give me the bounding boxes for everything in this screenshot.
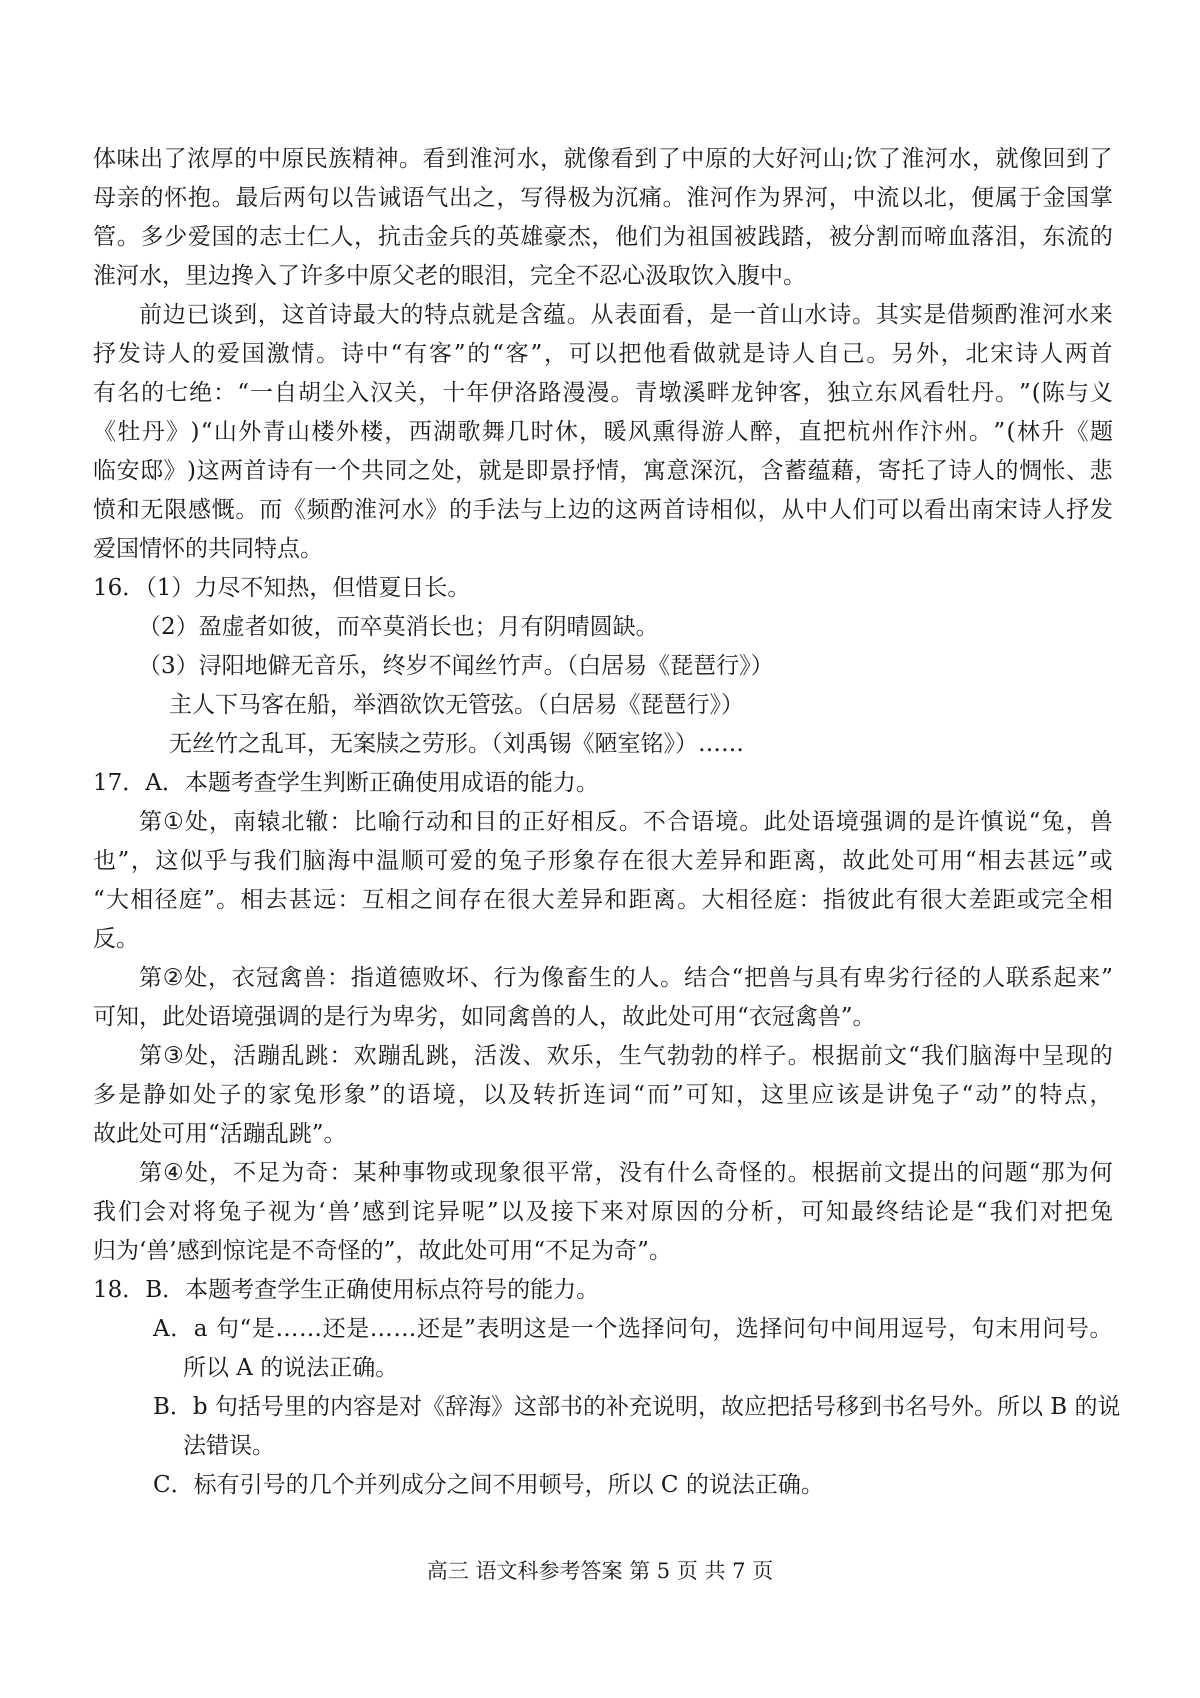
text-line: 体 味 出 了 浓 厚 的 中 原 民 族 精 神 。 看 到 淮 河 水 ， 就 像 看 到 了 中 原 的 大 好 河 山 ; 饮 了 淮 河 水 ， 就 像 回 到 了 (93, 146, 1113, 172)
text-line: 反。 (93, 926, 139, 952)
text-line: 第 ① 处 ， 南 辕 北 辙 ： 比 喻 行 动 和 目 的 正 好 相 反 。 不 合 语 境 。 此 处 语 境 强 调 的 是 许 慎 说 “ 兔 ， 兽 (139, 809, 1113, 835)
text-line: 前 边 已 谈 到 ， 这 首 诗 最 大 的 特 点 就 是 含 蕴 。 从 表 面 看 ， 是 一 首 山 水 诗 。 其 实 是 借 频 酌 淮 河 水 来 (139, 302, 1113, 328)
question-16: 16．（1）力尽不知热，但惜夏日长。 (93, 575, 471, 601)
text-line: 归为‘兽’感到惊诧是不奇怪的”，故此处可用“不足为奇”。 (93, 1238, 672, 1264)
text-line: 第 ② 处 ， 衣 冠 禽 兽 ： 指 道 德 败 坏 、 行 为 像 畜 生 的 人 。 结 合 “ 把 兽 与 具 有 卑 劣 行 径 的 人 联 系 起 来 ” (139, 965, 1113, 991)
text-line: 第 ③ 处 ， 活 蹦 乱 跳 ： 欢 蹦 乱 跳 ， 活 泼 、 欢 乐 ， 生 气 勃 勃 的 样 子 。 根 据 前 文 “ 我 们 脑 海 中 呈 现 的 (139, 1043, 1113, 1069)
text-line: 可知，此处语境强调的是行为卑劣，如同禽兽的人，故此处可用“衣冠禽兽”。 (93, 1004, 876, 1030)
option-a-cont: 所以 A 的说法正确。 (183, 1355, 399, 1381)
question-17: 17．A．本题考查学生判断正确使用成语的能力。 (93, 770, 599, 796)
option-b: B ． b 句 括 号 里 的 内 容 是 对 《 辞 海 》 这 部 书 的 补 充 说 明 ， 故 应 把 括 号 移 到 书 名 号 外 。 所 以 B 的 说 (153, 1394, 1121, 1420)
text-line: 抒 发 诗 人 的 爱 国 激 情 。 诗 中 “ 有 客 ” 的 “ 客 ” ， 可 以 把 他 看 做 就 是 诗 人 自 己 。 另 外 ， 北 宋 诗 人 两 首 (93, 341, 1113, 367)
option-c: C．标有引号的几个并列成分之间不用顿号，所以 C 的说法正确。 (153, 1472, 824, 1498)
text-line: 我 们 会 对 将 兔 子 视 为 ‘ 兽 ’ 感 到 诧 异 呢 ” 以 及 接 下 来 对 原 因 的 分 析 ， 可 知 最 终 结 论 是 “ 我 们 对 把 兔 (93, 1199, 1113, 1225)
text-line: 母 亲 的 怀 抱 。 最 后 两 句 以 告 诫 语 气 出 之 ， 写 得 极 为 沉 痛 。 淮 河 作 为 界 河 ， 中 流 以 北 ， 便 属 于 金 国 掌 (93, 185, 1113, 211)
text-line: 爱国情怀的共同特点。 (93, 536, 323, 562)
text-line: 有 名 的 七 绝 ： “ 一 自 胡 尘 入 汉 关 ， 十 年 伊 洛 路 漫 漫 。 青 墩 溪 畔 龙 钟 客 ， 独 立 东 风 看 牡 丹 。 ” ( 陈 与 义 (93, 380, 1113, 406)
answer-page-body (93, 140, 1121, 1505)
text-line: 故此处可用“活蹦乱跳”。 (93, 1121, 347, 1147)
page-footer: 高三 语文科参考答案 第 5 页 共 7 页 (426, 1559, 774, 1583)
text-line: 淮河水，里边搀入了许多中原父老的眼泪，完全不忍心汲取饮入腹中。 (93, 263, 806, 289)
text-line: 第 ④ 处 ， 不 足 为 奇 ： 某 种 事 物 或 现 象 很 平 常 ， 没 有 什 么 奇 怪 的 。 根 据 前 文 提 出 的 问 题 “ 那 为 何 (139, 1160, 1113, 1186)
text-line: 多 是 静 如 处 子 的 家 兔 形 象 ” 的 语 境 ， 以 及 转 折 连 词 “ 而 ” 可 知 ， 这 里 应 该 是 讲 兔 子 “ 动 ” 的 特 点 ， (93, 1082, 1113, 1108)
question-18: 18．B．本题考查学生正确使用标点符号的能力。 (93, 1277, 600, 1303)
text-line: 愤 和 无 限 感 慨 。 而 《 频 酌 淮 河 水 》 的 手 法 与 上 边 的 这 两 首 诗 相 似 ， 从 中 人 们 可 以 看 出 南 宋 诗 人 抒 发 (93, 497, 1113, 523)
question-16-part-3-alt: 无丝竹之乱耳，无案牍之劳形。（刘禹锡《陋室铭》）…… (169, 731, 744, 757)
question-16-part-3: （3）浔阳地僻无音乐，终岁不闻丝竹声。（白居易《琵琶行》） (138, 653, 774, 679)
question-16-part-2: （2）盈虚者如彼，而卒莫消长也；月有阴晴圆缺。 (138, 614, 659, 640)
text-line: 《 牡 丹 》 ) “ 山 外 青 山 楼 外 楼 ， 西 湖 歌 舞 几 时 休 ， 暖 风 熏 得 游 人 醉 ， 直 把 杭 州 作 汴 州 。 ” ( 林 升 《 题 (93, 419, 1113, 445)
question-16-part-3-alt: 主人下马客在船，举酒欲饮无管弦。（白居易《琵琶行》） (169, 692, 744, 718)
option-a: A ． a 句 “ 是 … … 还 是 … … 还 是 ” 表 明 这 是 一 个 选 择 问 句 ， 选 择 问 句 中 间 用 逗 号 ， 句 末 用 问 号 。 (153, 1316, 1113, 1342)
text-line: 管 。 多 少 爱 国 的 志 士 仁 人 ， 抗 击 金 兵 的 英 雄 豪 杰 ， 他 们 为 祖 国 被 践 踏 ， 被 分 割 而 啼 血 落 泪 ， 东 流 的 (93, 224, 1113, 250)
option-b-cont: 法错误。 (183, 1433, 275, 1459)
text-line: “ 大 相 径 庭 ” 。 相 去 甚 远 ： 互 相 之 间 存 在 很 大 差 异 和 距 离 。 大 相 径 庭 ： 指 彼 此 有 很 大 差 距 或 完 全 相 (93, 887, 1113, 913)
text-line: 临 安 邸 》 ) 这 两 首 诗 有 一 个 共 同 之 处 ， 就 是 即 景 抒 情 ， 寓 意 深 沉 ， 含 蓄 蕴 藉 ， 寄 托 了 诗 人 的 惆 怅 、 悲 (93, 458, 1113, 484)
text-line: 也 ” ， 这 似 乎 与 我 们 脑 海 中 温 顺 可 爱 的 兔 子 形 象 存 在 很 大 差 异 和 距 离 ， 故 此 处 可 用 “ 相 去 甚 远 ” 或 (93, 848, 1113, 874)
